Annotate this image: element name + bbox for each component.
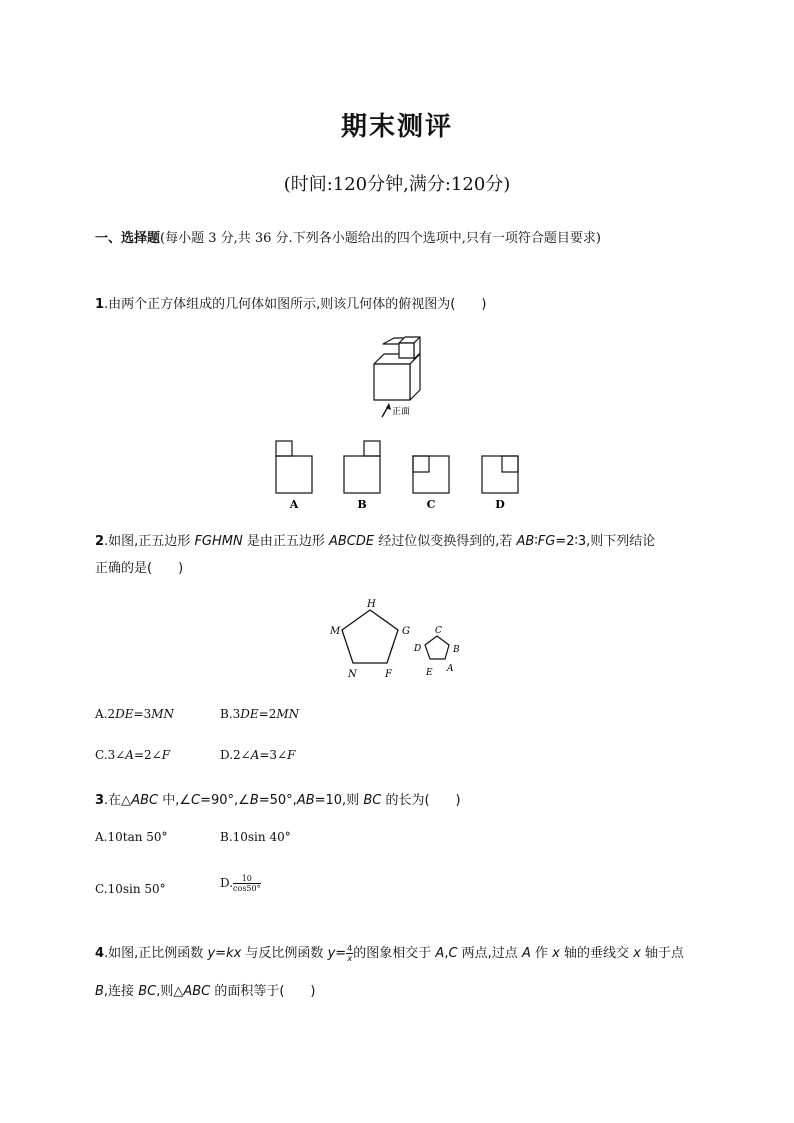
opt-text: B.3 bbox=[220, 707, 241, 721]
q2-text: 经过位似变换得到的,若 bbox=[374, 534, 517, 549]
q4-var: x bbox=[633, 946, 641, 961]
q3-var: BC bbox=[363, 793, 382, 808]
fraction bbox=[233, 874, 261, 893]
q4-text: .如图,正比例函数 bbox=[104, 946, 208, 961]
option-a-large bbox=[276, 456, 312, 493]
large-cube-front bbox=[374, 364, 410, 400]
q3-var: AB bbox=[296, 793, 315, 808]
q1-options-figure bbox=[270, 436, 530, 512]
small-cube-front bbox=[399, 343, 414, 358]
section-instructions: (每小题 3 分,共 36 分.下列各小题给出的四个选项中,只有一项符合题目要求) bbox=[160, 231, 601, 246]
q4-text: 的图象相交于 bbox=[353, 946, 436, 961]
question-number: 4 bbox=[95, 946, 105, 961]
exam-info: (时间:120分钟,满分:120分) bbox=[283, 174, 511, 195]
label-c: C bbox=[435, 626, 442, 636]
option-a-small bbox=[276, 441, 292, 456]
option-c-large bbox=[413, 456, 449, 493]
label-m: M bbox=[330, 626, 341, 637]
question-text: .由两个正方体组成的几何体如图所示,则该几何体的俯视图为( ) bbox=[104, 297, 487, 312]
opt-text: =2∠ bbox=[133, 748, 162, 762]
label-d: D bbox=[414, 644, 422, 654]
question-number: 3 bbox=[95, 793, 105, 808]
opt-var: F bbox=[287, 748, 296, 762]
label-e: E bbox=[426, 668, 433, 678]
q4-var: y bbox=[207, 946, 216, 961]
q4-var: ABC bbox=[183, 984, 211, 999]
q4-text: 与反比例函数 bbox=[241, 946, 328, 961]
q4-text: 轴于点 bbox=[640, 946, 684, 961]
label-a: A bbox=[447, 664, 454, 674]
question-number: 1 bbox=[95, 297, 105, 312]
q3-var: ABC bbox=[131, 793, 159, 808]
question-2 bbox=[95, 530, 655, 549]
opt-text: =3 bbox=[133, 707, 152, 721]
big-pentagon bbox=[342, 610, 398, 663]
option-b-label: B bbox=[357, 498, 367, 511]
fraction-numerator: 10 bbox=[233, 874, 261, 884]
fraction-denominator: x bbox=[347, 954, 353, 963]
q3-text: =10,则 bbox=[314, 793, 364, 808]
label-b: B bbox=[453, 645, 460, 655]
front-label: 正面 bbox=[392, 407, 411, 417]
q3-option-c[interactable]: C.10sin 50° bbox=[95, 882, 166, 896]
question-4-line2 bbox=[95, 980, 316, 999]
q2-ratio-rhs: FG bbox=[537, 534, 556, 549]
question-number: 2 bbox=[95, 534, 105, 549]
q3-option-a[interactable]: A.10tan 50° bbox=[95, 830, 168, 844]
q4-text: ,连接 bbox=[103, 984, 139, 999]
opt-text: A.2 bbox=[95, 707, 116, 721]
opt-var: F bbox=[161, 748, 171, 762]
opt-var: DE bbox=[240, 707, 259, 721]
q3-text: .在△ bbox=[104, 793, 132, 808]
opt-text: =2 bbox=[258, 707, 277, 721]
q2-text: 是由正五边形 bbox=[242, 534, 329, 549]
q4-var: kx bbox=[226, 946, 242, 961]
option-d-label: D bbox=[495, 498, 505, 511]
opt-text: =3∠ bbox=[259, 748, 288, 762]
q2-ratio-sep: ∶ bbox=[534, 534, 538, 549]
q3-option-d[interactable] bbox=[220, 874, 261, 893]
q4-var: B bbox=[95, 984, 104, 999]
q4-var: x bbox=[552, 946, 560, 961]
label-h: H bbox=[367, 599, 376, 610]
q2-pentagon-figure bbox=[325, 593, 475, 683]
q3-var: C bbox=[191, 793, 201, 808]
label-g: G bbox=[402, 626, 410, 637]
question-2-line2: 正确的是( ) bbox=[95, 561, 184, 576]
q2-option-d[interactable] bbox=[220, 748, 295, 762]
option-c-label: C bbox=[426, 498, 436, 511]
q3-text: 中,∠ bbox=[158, 793, 191, 808]
opt-text: D. bbox=[220, 876, 234, 890]
opt-var: A bbox=[125, 748, 134, 762]
q4-var: C bbox=[448, 946, 458, 961]
q2-ratio-lhs: AB bbox=[516, 534, 535, 549]
q4-text: , bbox=[444, 946, 449, 961]
opt-var: DE bbox=[115, 707, 134, 721]
q4-var: A bbox=[521, 946, 531, 961]
q4-text: = bbox=[335, 946, 347, 961]
q4-text: 轴的垂线交 bbox=[559, 946, 634, 961]
opt-var: A bbox=[250, 748, 260, 762]
option-c-small bbox=[413, 456, 429, 472]
question-4 bbox=[95, 942, 684, 963]
q4-var: A bbox=[435, 946, 445, 961]
option-d-small bbox=[502, 456, 518, 472]
option-b-small bbox=[364, 441, 380, 456]
option-a-label: A bbox=[289, 498, 299, 511]
q4-text: 两点,过点 bbox=[457, 946, 522, 961]
q4-text: = bbox=[215, 946, 227, 961]
q2-option-a[interactable] bbox=[95, 707, 174, 721]
opt-var: MN bbox=[276, 707, 300, 721]
q4-text: ,则△ bbox=[156, 984, 184, 999]
section-title: 一、选择题 bbox=[95, 231, 161, 246]
q3-text: =90°,∠ bbox=[200, 793, 250, 808]
opt-var: MN bbox=[151, 707, 175, 721]
q2-small-pentagon-name: ABCDE bbox=[329, 534, 375, 549]
q2-big-pentagon-name: FGHMN bbox=[194, 534, 243, 549]
question-1 bbox=[95, 293, 486, 312]
opt-text: C.3∠ bbox=[95, 748, 126, 762]
small-pentagon bbox=[425, 636, 449, 659]
q2-option-b[interactable] bbox=[220, 707, 299, 721]
q2-ratio-value: =2∶3,则下列结论 bbox=[555, 534, 656, 549]
option-b-large bbox=[344, 456, 380, 493]
q1-cube-figure bbox=[360, 330, 440, 422]
q3-var: B bbox=[249, 793, 259, 808]
option-d-large bbox=[482, 456, 518, 493]
q4-var: BC bbox=[138, 984, 157, 999]
question-3 bbox=[95, 789, 461, 808]
q3-option-b[interactable]: B.10sin 40° bbox=[220, 830, 291, 844]
label-n: N bbox=[348, 669, 357, 680]
fraction-numerator: 4 bbox=[347, 944, 353, 953]
q2-option-c[interactable] bbox=[95, 748, 170, 762]
q3-text: 的长为( ) bbox=[381, 793, 461, 808]
q4-text: 的面积等于( ) bbox=[210, 984, 316, 999]
opt-text: D.2∠ bbox=[220, 748, 251, 762]
q3-text: =50°, bbox=[258, 793, 297, 808]
label-f: F bbox=[385, 669, 392, 680]
fraction-denominator: cos50° bbox=[233, 884, 261, 893]
page-title: 期末测评 bbox=[340, 112, 453, 142]
section-heading bbox=[95, 226, 707, 252]
q2-text: .如图,正五边形 bbox=[104, 534, 195, 549]
q4-text: 作 bbox=[530, 946, 553, 961]
q4-var: y bbox=[327, 946, 336, 961]
